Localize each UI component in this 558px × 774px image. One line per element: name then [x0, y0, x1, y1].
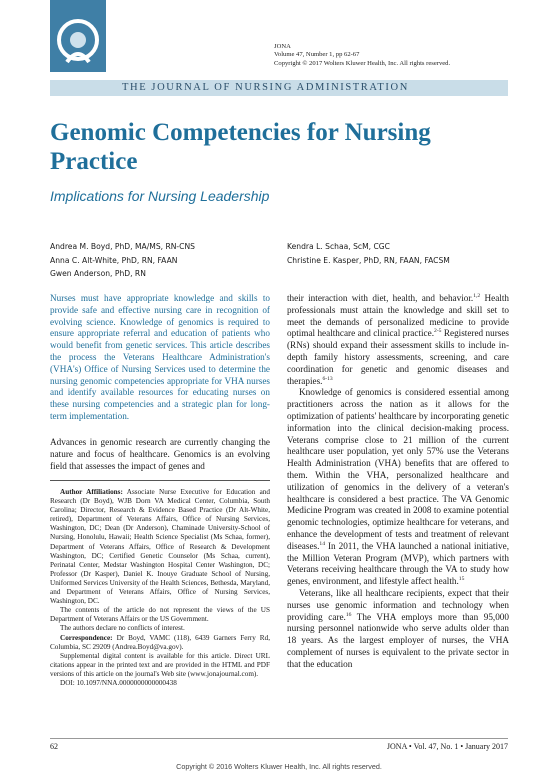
body-paragraph [287, 293, 509, 387]
authors-left [50, 240, 195, 281]
journal-name: THE JOURNAL OF NURSING ADMINISTRATION [122, 82, 409, 93]
text-run: Health professionals must attain the knowledge and skill set to meet the demands of personalized medicine to provide optimal healthcare and clinical practice. [287, 293, 509, 339]
author-name: Gwen Anderson, PhD, RN [50, 269, 146, 278]
body-paragraph [287, 588, 509, 671]
disclaimer: The contents of the article do not represent the views of the US Department of Veterans Affairs or the US Government. [50, 606, 270, 624]
text-run: The VHA employs more than 95,000 nursing personnel nationwide who serve adults older than 18 years. As the largest employer of nurses, the VHA complement of nurses is equivalent to the private sector in that the education [287, 611, 509, 669]
author-name: Andrea M. Boyd, PhD, MA/MS, RN-CNS [50, 242, 195, 251]
footer-copyright: Copyright © 2016 Wolters Kluwer Health, Inc. All rights reserved. [176, 762, 382, 771]
citation-ref: 16 [345, 611, 352, 618]
correspondence-label: Correspondence: [60, 633, 113, 642]
author-name: Kendra L. Schaa, ScM, CGC [287, 242, 390, 251]
author-affiliations [50, 488, 270, 688]
header-copyright: Copyright © 2017 Wolters Kluwer Health, Inc. All rights reserved. [274, 59, 451, 67]
citation-ref: 1,2 [473, 292, 481, 299]
journal-reference: JONA • Vol. 47, No. 1 • January 2017 [386, 742, 508, 751]
citation-ref: 6-13 [322, 375, 333, 382]
intro-paragraph: Advances in genomic research are currently changing the nature and focus of healthcare. Genomics is an evolving field that assesses the impact of genes and [50, 437, 270, 471]
footer-divider [50, 738, 508, 739]
text-run: Registered nurses (RNs) should expand their assessment skills to include in-depth family history assessments, screening, and care coordination for genetic and genomic diseases and therapies. [287, 328, 510, 386]
text-run: Veterans, like all healthcare recipients, expect that their nurses use genomic information and technology when providing care. [287, 587, 509, 622]
text-run: Knowledge of genomics is considered essential among practitioners across the nation as it allows for the optimization of patients' healthcare by incorporating genetic information into the clinical decision-making process. Veterans comprise close to 21 million of the current healthcare user population, yet only 57% use the Veterans Health Administration (VHA) benefits that are offered to them. Within the VHA, personalized healthcare and utilization of genomics in the delivery of a veteran's healthcare is considered a best practice. The VA Genomic Medicine Program was created in 2008 to examine potential genomic technologies, optimize healthcare for veterans, and enhance the development of tests and treatment of relevant diseases. [287, 387, 509, 551]
citation-ref: 2-5 [434, 328, 442, 335]
journal-short: JONA [274, 43, 291, 50]
page-number: 62 [50, 742, 58, 751]
text-run: their interaction with diet, health, and behavior. [287, 293, 474, 303]
citation-ref: 14 [319, 540, 325, 547]
right-column-body [287, 293, 509, 671]
header-meta [274, 43, 450, 68]
volume-info: Volume 47, Number 1, pp 62-67 [274, 51, 360, 59]
affiliations-text: Associate Nurse Executive for Education and Research (Dr Boyd), WJB Dorn VA Medical Center, Columbia, South Carolina; Director, Research & Evidence Based Practice (Dr Alt-White, retired), Department of Veterans Affairs, Office of Nursing Services, Washington, DC; Dean (Dr Anderson), Chaminade University-School of Nursing, Honolulu, Hawaii; Health Science Specialist (Ms Schaa, former), Department of Veterans Affairs, Office of Research & Development Washington, DC; Certified Genetic Counselor (Ms Schaa, current), Perinatal Center, Medstar Washington Hospital Center Washington, DC; Professor (Dr Kasper), Daniel K. Inouye Graduate School of Nursing, Uniformed Services University of the Health Sciences, Bethesda, Maryland, and Department of Veterans Affairs, Office of Nursing Services, Washington, DC. [50, 488, 270, 606]
authors-right [287, 240, 450, 267]
author-name: Christine E. Kasper, PhD, RN, FAAN, FACSM [287, 255, 450, 265]
affiliations-label: Author Affiliations: [60, 488, 123, 496]
text-run: In 2011, the VHA launched a national initiative, the Million Veteran Program (MVP), which partners with Veterans receiving healthcare through the VA to study how genes, environment, and lifestyle affect health. [287, 540, 509, 587]
citation-ref: 15 [458, 576, 465, 583]
conflicts-statement: The authors declare no conflicts of interest. [60, 624, 185, 633]
author-name: Anna C. Alt-White, PhD, RN, FAAN [50, 255, 178, 265]
body-paragraph [287, 387, 509, 588]
doi: DOI: 10.1097/NNA.0000000000000438 [60, 678, 177, 687]
journal-logo-icon [50, 0, 106, 72]
correspondence-text: Dr Boyd, VAMC (118), 6439 Garners Ferry Rd, Columbia, SC 29209 (Andrea.Boyd@va.gov). [50, 633, 270, 651]
affiliations-divider [50, 480, 270, 481]
article-subtitle: Implications for Nursing Leadership [50, 188, 270, 204]
article-title: Genomic Competencies for Nursing Practice [50, 119, 431, 175]
abstract: Nurses must have appropriate knowledge and skills to provide safe and effective nursing care in recognition of evolving science. Knowledge of genomics is required to ensure appropriate referral and education of patients who would benefit from genetic services. This article describes the process the Veterans Healthcare Administration's (VHA's) Office of Nursing Services used to determine the nursing genomic competencies appropriate for VHA nurses and identify available resources for educating nurses on these nursing competencies and a strategic plan for long-term implementation. [50, 293, 270, 421]
supplemental-note: Supplemental digital content is available for this article. Direct URL citations appear in the printed text and are provided in the HTML and PDF versions of this article on the journal's Web site (www.jonajournal.com). [50, 651, 270, 678]
